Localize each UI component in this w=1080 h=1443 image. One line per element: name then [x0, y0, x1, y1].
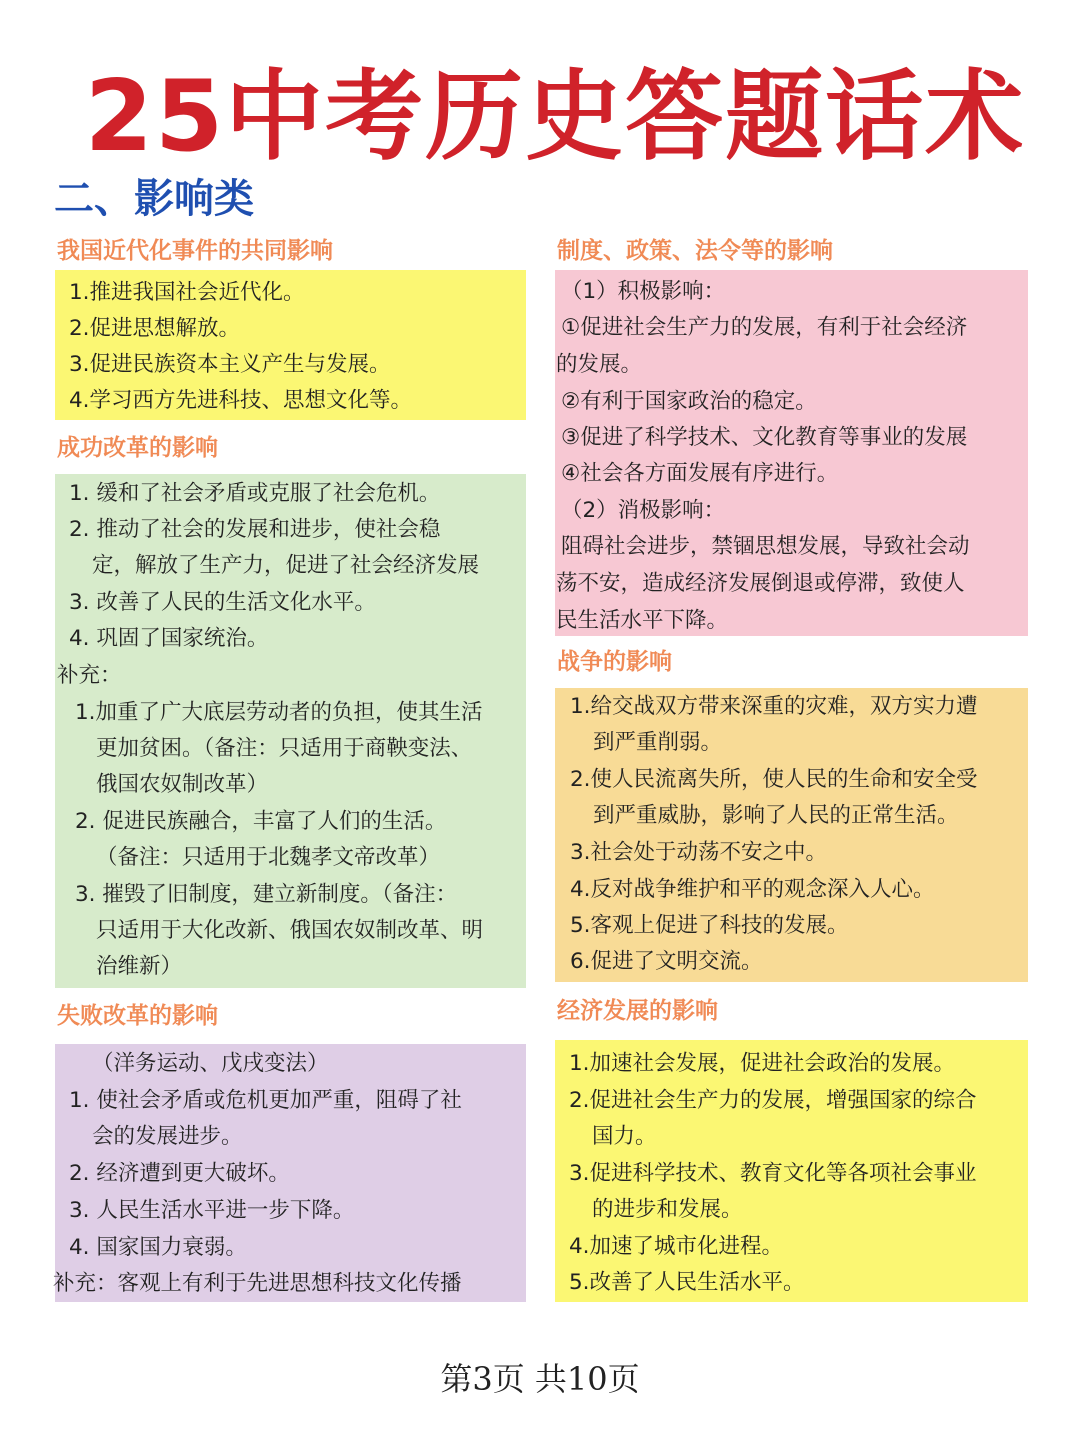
failed-reform-line: 4. 国家国力衰弱。: [69, 1235, 247, 1260]
modernization-line: 2.促进思想解放。: [69, 316, 241, 341]
war-line: 4.反对战争维护和平的观念深入人心。: [570, 877, 935, 902]
success-reform-line: 3. 改善了人民的生活文化水平。: [69, 590, 376, 615]
box-modernization: [55, 270, 526, 420]
heading-war: 战争的影响: [557, 649, 672, 675]
box-failed-reform: [55, 1044, 526, 1302]
box-policy: [555, 270, 1028, 636]
war-line: 到严重威胁，影响了人民的正常生活。: [593, 803, 959, 828]
policy-line: （1）积极影响：: [561, 279, 726, 304]
war-line: 1.给交战双方带来深重的灾难，双方实力遭: [570, 694, 978, 719]
failed-reform-line: 会的发展进步。: [92, 1124, 243, 1149]
economy-line: 3.促进科学技术、教育文化等各项社会事业: [569, 1161, 977, 1186]
success-reform-line: 更加贫困。（备注：只适用于商鞅变法、: [96, 736, 473, 761]
failed-reform-line: 补充：客观上有利于先进思想科技文化传播: [53, 1271, 462, 1296]
policy-line: （2）消极影响：: [561, 498, 726, 523]
economy-line: 2.促进社会生产力的发展，增强国家的综合: [569, 1088, 977, 1113]
success-reform-line: 只适用于大化改新、俄国农奴制改革、明: [96, 918, 484, 943]
policy-line: 民生活水平下降。: [556, 608, 729, 633]
success-reform-line: 定，解放了生产力，促进了社会经济发展: [92, 553, 480, 578]
heading-economy: 经济发展的影响: [557, 998, 718, 1024]
failed-reform-line: 2. 经济遭到更大破坏。: [69, 1161, 290, 1186]
policy-line: 阻碍社会进步，禁锢思想发展，导致社会动: [561, 534, 970, 559]
success-reform-line: （备注：只适用于北魏孝文帝改革）: [96, 845, 441, 870]
page-title: 25中考历史答题话术: [84, 60, 1026, 174]
page-indicator: 第3页 共10页: [440, 1360, 640, 1398]
success-reform-line: 2. 促进民族融合，丰富了人们的生活。: [75, 809, 447, 834]
policy-line: ①促进社会生产力的发展，有利于社会经济: [561, 315, 968, 340]
policy-line: 荡不安，造成经济发展倒退或停滞，致使人: [556, 571, 965, 596]
success-reform-line: 俄国农奴制改革）: [96, 772, 269, 797]
box-success-reform: [55, 474, 526, 988]
heading-failed-reform: 失败改革的影响: [57, 1003, 218, 1029]
war-line: 6.促进了文明交流。: [570, 949, 763, 974]
box-economy: [555, 1040, 1028, 1302]
economy-line: 4.加速了城市化进程。: [569, 1234, 784, 1259]
success-reform-line: 1. 缓和了社会矛盾或克服了社会危机。: [69, 481, 441, 506]
policy-line: 的发展。: [556, 352, 643, 377]
success-reform-line: 3. 摧毁了旧制度，建立新制度。（备注：: [75, 882, 458, 907]
heading-success-reform: 成功改革的影响: [57, 435, 218, 461]
success-reform-line: 4. 巩固了国家统治。: [69, 626, 269, 651]
success-reform-line: 2. 推动了社会的发展和进步，使社会稳: [69, 517, 441, 542]
box-war: [555, 688, 1028, 982]
section-subtitle: 二、影响类: [54, 176, 254, 222]
heading-modernization: 我国近代化事件的共同影响: [57, 238, 333, 264]
heading-policy: 制度、政策、法令等的影响: [557, 238, 833, 264]
war-line: 到严重削弱。: [593, 730, 723, 755]
economy-line: 国力。: [592, 1124, 657, 1149]
war-line: 5.客观上促进了科技的发展。: [570, 913, 849, 938]
war-line: 3.社会处于动荡不安之中。: [570, 840, 828, 865]
policy-line: ④社会各方面发展有序进行。: [561, 461, 839, 486]
failed-reform-line: 3. 人民生活水平进一步下降。: [69, 1198, 355, 1223]
success-reform-line: 治维新）: [96, 954, 183, 979]
failed-reform-line: 1. 使社会矛盾或危机更加严重，阻碍了社: [69, 1088, 462, 1113]
success-reform-line: 补充：: [57, 663, 122, 688]
success-reform-line: 1.加重了广大底层劳动者的负担，使其生活: [75, 700, 483, 725]
failed-reform-line: （洋务运动、戊戌变法）: [92, 1051, 329, 1076]
policy-line: ③促进了科学技术、文化教育等事业的发展: [561, 425, 968, 450]
modernization-line: 3.促进民族资本主义产生与发展。: [69, 352, 391, 377]
modernization-line: 4.学习西方先进科技、思想文化等。: [69, 388, 413, 413]
modernization-line: 1.推进我国社会近代化。: [69, 280, 305, 305]
policy-line: ②有利于国家政治的稳定。: [561, 389, 817, 414]
war-line: 2.使人民流离失所，使人民的生命和安全受: [570, 767, 978, 792]
economy-line: 1.加速社会发展，促进社会政治的发展。: [569, 1051, 956, 1076]
economy-line: 5.改善了人民生活水平。: [569, 1270, 805, 1295]
economy-line: 的进步和发展。: [592, 1197, 743, 1222]
